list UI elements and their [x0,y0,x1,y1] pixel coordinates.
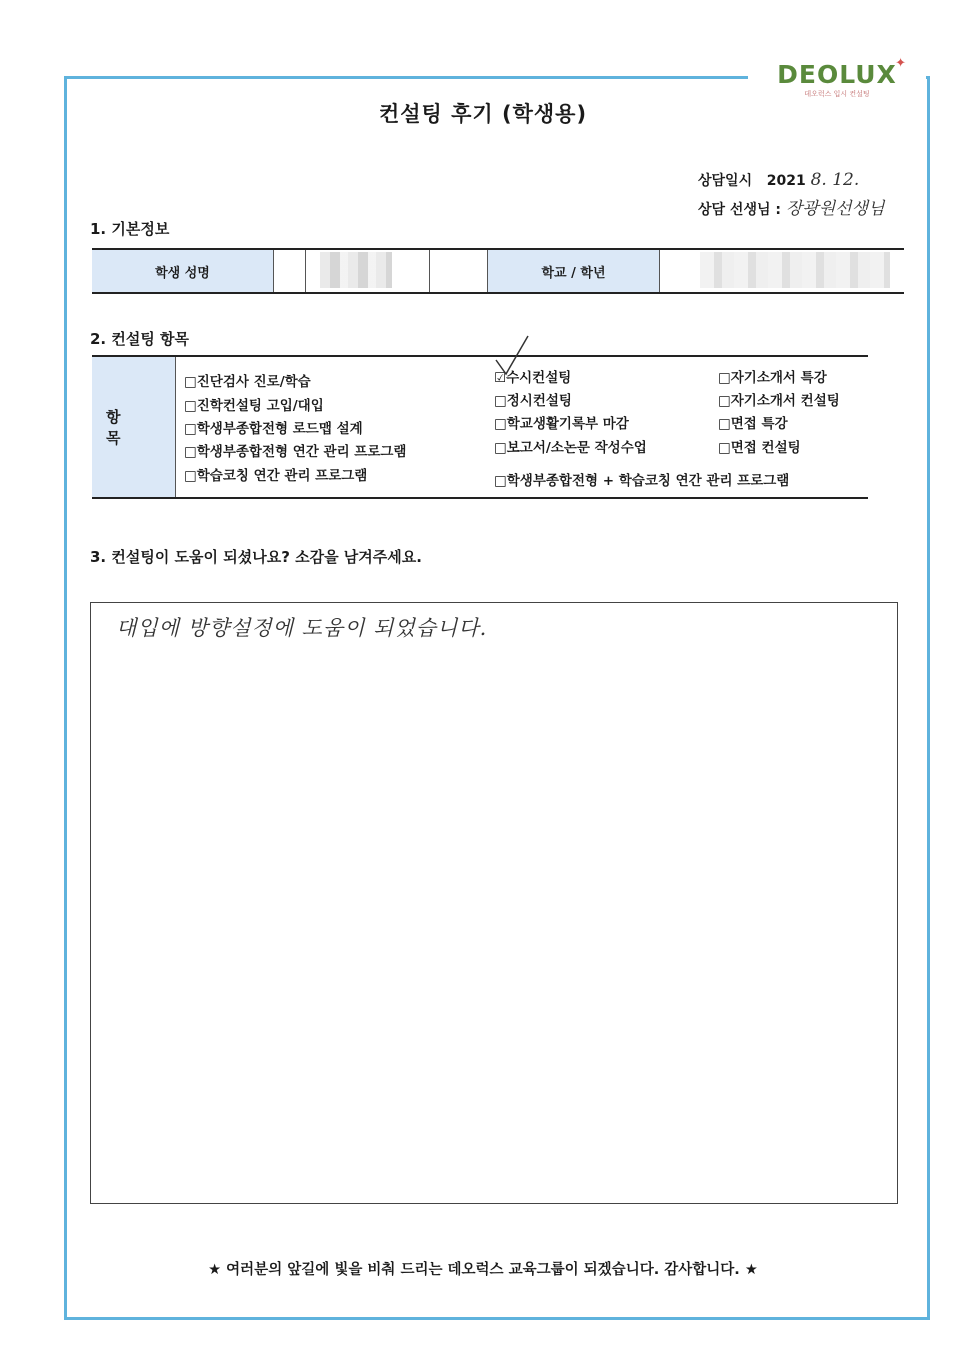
option-item[interactable]: □학교생활기록부 마감 [494,416,629,432]
date-year: 2021 [766,173,806,189]
checkmark-icon [492,334,532,378]
redacted-school [700,252,890,288]
section3-heading: 3. 컨설팅이 도움이 되셨나요? 소감을 남겨주세요. [90,548,422,566]
option-item[interactable]: □면접 컨설팅 [718,440,801,456]
comment-box[interactable] [90,602,898,1204]
option-item[interactable]: □진단검사 진로/학습 [184,374,311,390]
spacer-cell [430,250,488,292]
star-icon: ✦ [895,56,906,71]
page-title: 컨설팅 후기 (학생용) [378,102,588,126]
spacer-cell [274,250,306,292]
logo-subtitle: 데오럭스 입시 컨설팅 [804,90,870,98]
consult-date [698,170,859,190]
comment-handwritten: 대입에 방향설정에 도움이 되었습니다. [116,616,488,640]
option-item[interactable]: □보고서/소논문 작성수업 [494,440,647,456]
option-item[interactable]: □학생부종합전형 연간 관리 프로그램 [184,444,407,460]
date-handwritten: 8. 12. [810,170,860,190]
student-name-label: 학생 성명 [92,250,274,292]
date-label: 상담일시 [698,173,753,189]
items-row-label: 항 목 [92,357,176,497]
school-grade-label: 학교 / 학년 [488,250,660,292]
consult-teacher [698,194,884,219]
option-item-checked[interactable]: ☑수시컨설팅 [494,370,572,386]
redacted-name [320,252,392,288]
section1-heading: 1. 기본정보 [90,220,170,238]
option-item[interactable]: □자기소개서 컨설팅 [718,393,840,409]
logo-text: DEOLUX [777,60,897,89]
option-item[interactable]: □면접 특강 [718,416,788,432]
teacher-label: 상담 선생님 : [698,202,781,218]
teacher-handwritten: 장광원선생님 [785,199,885,219]
option-item[interactable]: □학습코칭 연간 관리 프로그램 [184,468,368,484]
option-item[interactable]: □진학컨설팅 고입/대입 [184,398,324,414]
option-item[interactable]: □자기소개서 특강 [718,370,827,386]
option-item[interactable]: □학생부종합전형 로드맵 설계 [184,421,363,437]
option-item[interactable]: □학생부종합전형 + 학습코칭 연간 관리 프로그램 [494,473,790,489]
section2-heading: 2. 컨설팅 항목 [90,330,190,348]
footer-message: ★ 여러분의 앞길에 빛을 비춰 드리는 데오럭스 교육그룹이 되겠습니다. 감사합니다. ★ [208,1262,758,1278]
option-item[interactable]: □정시컨설팅 [494,393,572,409]
